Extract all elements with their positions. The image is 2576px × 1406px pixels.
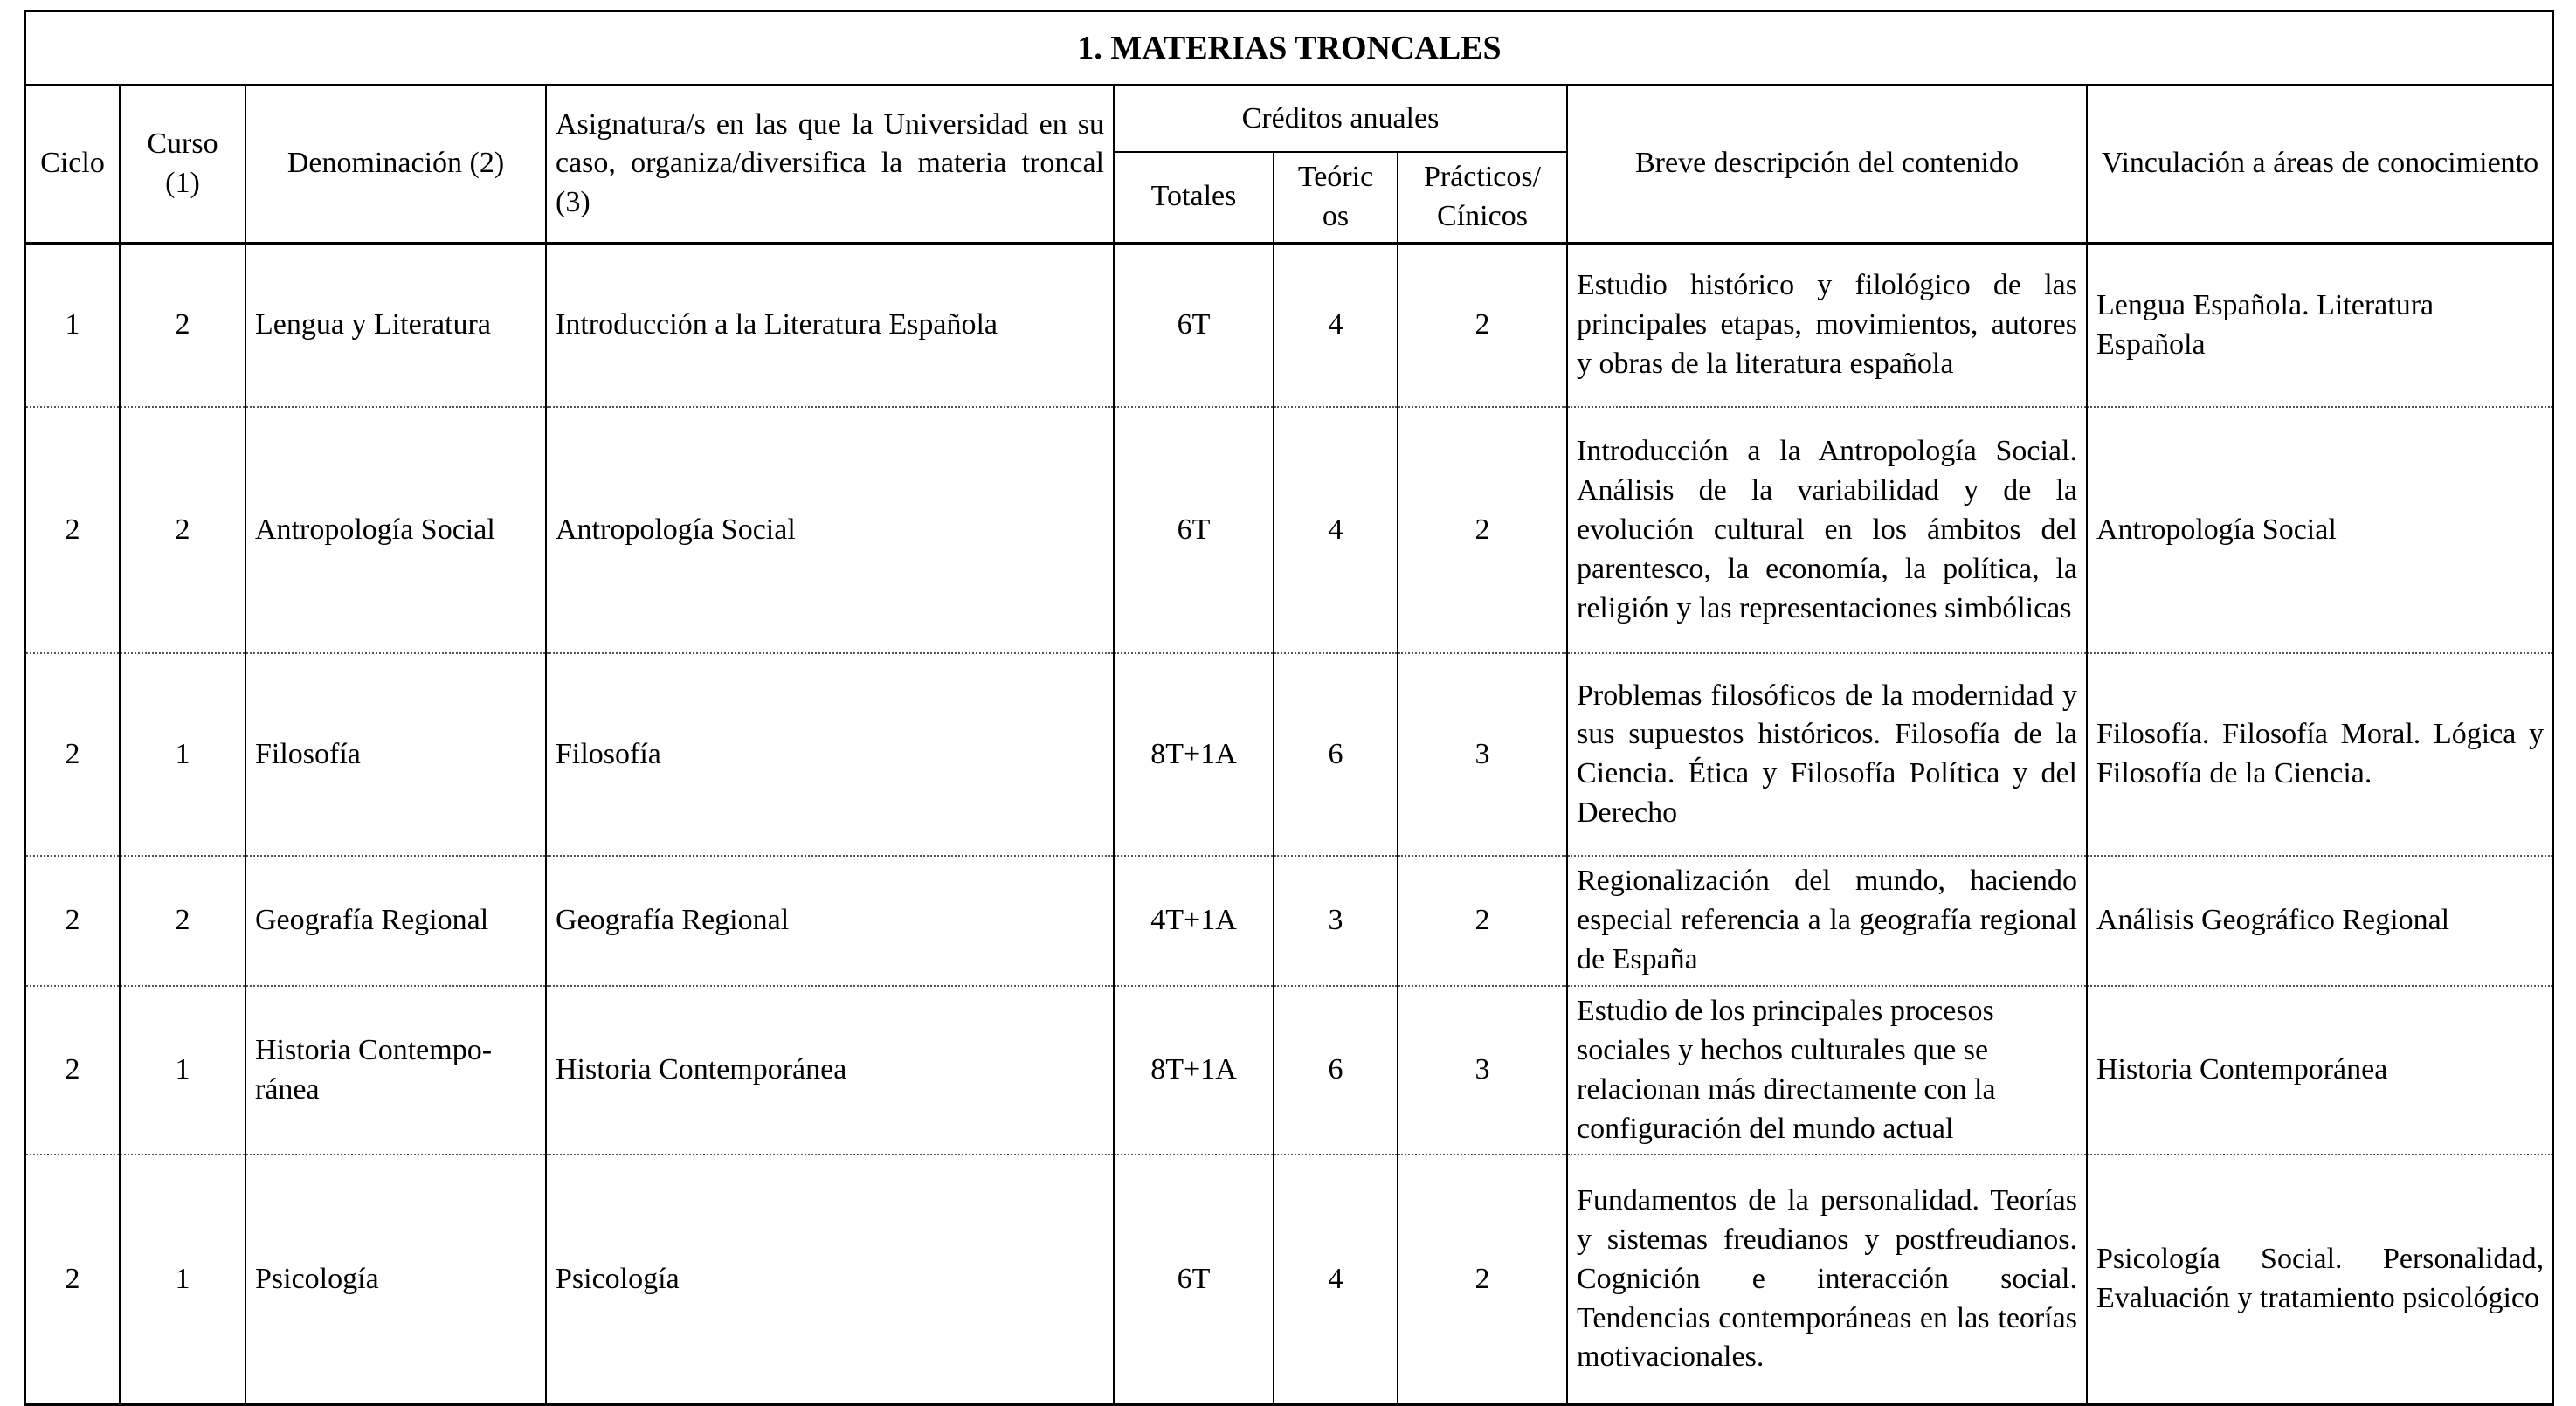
header-teoricos: Teóric os — [1274, 152, 1398, 243]
cell-ciclo: 2 — [25, 856, 120, 986]
cell-teoricos: 4 — [1274, 1154, 1398, 1404]
cell-practicos: 3 — [1398, 653, 1567, 856]
table-row — [25, 243, 2553, 407]
header-descripcion: Breve descripción del contenido — [1567, 86, 2087, 244]
header-creditos-anuales: Créditos anuales — [1114, 86, 1567, 153]
table-row — [25, 856, 2553, 986]
cell-denominacion: Lengua y Literatura — [245, 243, 546, 407]
cell-practicos: 2 — [1398, 407, 1567, 653]
header-row-1 — [25, 86, 2553, 153]
cell-vinculacion: Historia Contemporánea — [2087, 986, 2553, 1155]
cell-descripcion: Regionalización del mundo, haciendo especial referencia a la geografía regional de España — [1567, 856, 2087, 986]
cell-ciclo: 2 — [25, 653, 120, 856]
cell-vinculacion: Lengua Española. Literatura Española — [2087, 243, 2553, 407]
cell-teoricos: 4 — [1274, 243, 1398, 407]
header-curso: Curso (1) — [120, 86, 245, 244]
cell-practicos: 2 — [1398, 243, 1567, 407]
table-row — [25, 407, 2553, 653]
table-row — [25, 986, 2553, 1155]
header-practicos: Prácticos/ Cínicos — [1398, 152, 1567, 243]
cell-practicos: 2 — [1398, 1154, 1567, 1404]
cell-curso: 2 — [120, 243, 245, 407]
cell-ciclo: 2 — [25, 1154, 120, 1404]
title-row — [25, 11, 2553, 86]
table-row — [25, 1154, 2553, 1404]
cell-denominacion: Historia Contempo-ránea — [245, 986, 546, 1155]
cell-descripcion: Problemas filosóficos de la modernidad y sus supuestos históricos. Filosofía de la Ciencia. Ética y Filosofía Política y del Derecho — [1567, 653, 2087, 856]
document-page — [24, 10, 2552, 1406]
cell-asignatura: Psicología — [546, 1154, 1114, 1404]
cell-totales: 6T — [1114, 243, 1274, 407]
table-title: 1. MATERIAS TRONCALES — [25, 11, 2553, 86]
cell-denominacion: Geografía Regional — [245, 856, 546, 986]
cell-vinculacion: Análisis Geográfico Regional — [2087, 856, 2553, 986]
cell-teoricos: 6 — [1274, 653, 1398, 856]
cell-vinculacion: Filosofía. Filosofía Moral. Lógica y Filosofía de la Ciencia. — [2087, 653, 2553, 856]
cell-ciclo: 2 — [25, 986, 120, 1155]
header-denominacion: Denominación (2) — [245, 86, 546, 244]
cell-teoricos: 6 — [1274, 986, 1398, 1155]
materias-troncales-table — [24, 10, 2554, 1406]
cell-asignatura: Introducción a la Literatura Española — [546, 243, 1114, 407]
cell-descripcion: Fundamentos de la personalidad. Teorías y sistemas freudianos y postfreudianos. Cognición e interacción social. Tendencias contemporáneas en las teorías motivacionales. — [1567, 1154, 2087, 1404]
cell-asignatura: Antropología Social — [546, 407, 1114, 653]
cell-totales: 8T+1A — [1114, 653, 1274, 856]
cell-curso: 2 — [120, 407, 245, 653]
cell-teoricos: 3 — [1274, 856, 1398, 986]
header-ciclo: Ciclo — [25, 86, 120, 244]
cell-vinculacion: Psicología Social. Personalidad, Evaluación y tratamiento psicológico — [2087, 1154, 2553, 1404]
cell-descripcion: Estudio histórico y filológico de las principales etapas, movimientos, autores y obras de la literatura española — [1567, 243, 2087, 407]
cell-asignatura: Geografía Regional — [546, 856, 1114, 986]
header-asignatura: Asignatura/s en las que la Universidad en su caso, organiza/diversifica la materia troncal (3) — [546, 86, 1114, 244]
cell-totales: 4T+1A — [1114, 856, 1274, 986]
cell-practicos: 3 — [1398, 986, 1567, 1155]
cell-totales: 6T — [1114, 407, 1274, 653]
cell-ciclo: 1 — [25, 243, 120, 407]
cell-teoricos: 4 — [1274, 407, 1398, 653]
cell-curso: 1 — [120, 1154, 245, 1404]
cell-descripcion: Estudio de los principales procesos sociales y hechos culturales que se relacionan más directamente con la configuración del mundo actual — [1567, 986, 2087, 1155]
cell-vinculacion: Antropología Social — [2087, 407, 2553, 653]
table-row — [25, 653, 2553, 856]
cell-practicos: 2 — [1398, 856, 1567, 986]
cell-curso: 1 — [120, 986, 245, 1155]
cell-denominacion: Antropología Social — [245, 407, 546, 653]
cell-ciclo: 2 — [25, 407, 120, 653]
cell-totales: 6T — [1114, 1154, 1274, 1404]
cell-asignatura: Historia Contemporánea — [546, 986, 1114, 1155]
cell-totales: 8T+1A — [1114, 986, 1274, 1155]
cell-asignatura: Filosofía — [546, 653, 1114, 856]
header-totales: Totales — [1114, 152, 1274, 243]
cell-curso: 1 — [120, 653, 245, 856]
cell-curso: 2 — [120, 856, 245, 986]
cell-descripcion: Introducción a la Antropología Social. Análisis de la variabilidad y de la evolución cultural en los ámbitos del parentesco, la economía, la política, la religión y las representaciones simbólicas — [1567, 407, 2087, 653]
header-vinculacion: Vinculación a áreas de conocimiento — [2087, 86, 2553, 244]
cell-denominacion: Filosofía — [245, 653, 546, 856]
cell-denominacion: Psicología — [245, 1154, 546, 1404]
